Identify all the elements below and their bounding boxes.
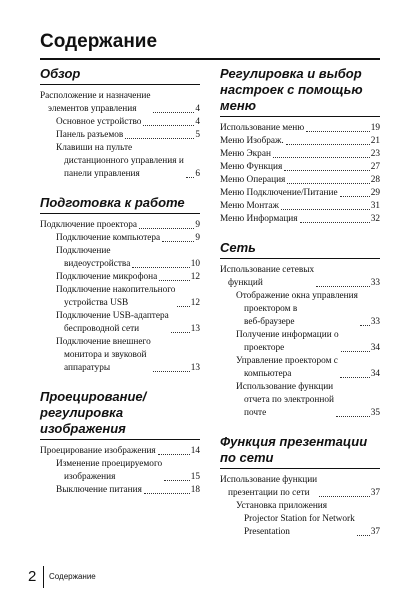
- dot-leader: [125, 138, 194, 139]
- section-title: Проецирование/ регулировка изображения: [40, 389, 200, 440]
- toc-entry-line: Меню Экран: [220, 149, 271, 159]
- toc-entry[interactable]: [40, 245, 200, 271]
- toc-entry[interactable]: [40, 142, 200, 181]
- toc-entry-line: Подключение микрофона: [56, 272, 158, 282]
- toc-page-number: 10: [190, 259, 200, 269]
- toc-entry-line: презентации по сети: [228, 488, 310, 498]
- toc-entry-line: Выключение питания: [56, 485, 142, 495]
- toc-entry[interactable]: [220, 264, 380, 290]
- toc-entry[interactable]: [220, 200, 380, 213]
- toc-section: [40, 195, 200, 375]
- toc-page-number: 33: [370, 317, 380, 327]
- footer-label: Содержание: [49, 572, 96, 581]
- dot-leader: [284, 170, 369, 171]
- toc-entry-line: Подключение: [56, 246, 111, 256]
- toc-column-left: [40, 66, 200, 511]
- toc-entry-text: [220, 200, 279, 213]
- toc-entry-line: Подключение USB-адаптера: [56, 311, 169, 321]
- dot-leader: [281, 209, 370, 210]
- toc-page-number: 37: [370, 488, 380, 498]
- toc-section: [220, 240, 380, 420]
- toc-page-number: 14: [190, 446, 200, 456]
- toc-entry[interactable]: [220, 500, 380, 539]
- toc-entry-line: дистанционного управления и: [64, 156, 184, 166]
- section-title: Регулировка и выбор настроек с помощью меню: [220, 66, 380, 117]
- dot-leader: [340, 377, 370, 378]
- dot-leader: [340, 196, 370, 197]
- toc-entry-line: Меню Операция: [220, 175, 286, 185]
- toc-entry-text: [40, 219, 137, 232]
- toc-entry-line: Подключение проектора: [40, 220, 138, 230]
- dot-leader: [336, 416, 370, 417]
- toc-page-number: 37: [370, 527, 380, 537]
- toc-entry-text: [56, 310, 169, 336]
- dot-leader: [159, 280, 189, 281]
- section-title: Подготовка к работе: [40, 195, 200, 214]
- toc-entry-text: [236, 329, 339, 355]
- toc-entry[interactable]: [40, 90, 200, 116]
- dot-leader: [143, 125, 194, 126]
- toc-entry-text: [56, 142, 184, 181]
- toc-entry-line: изображения: [64, 472, 116, 482]
- section-title: Обзор: [40, 66, 200, 85]
- toc-entry-line: монитора и звуковой: [64, 350, 147, 360]
- dot-leader: [360, 325, 370, 326]
- toc-entry-line: Расположение и назначение: [40, 91, 151, 101]
- toc-entry-line: проекторе: [244, 343, 285, 353]
- toc-entry-text: [236, 381, 334, 420]
- toc-section: [40, 66, 200, 181]
- toc-page-number: 4: [195, 104, 200, 114]
- page-title: Содержание: [40, 31, 158, 52]
- dot-leader: [300, 222, 370, 223]
- toc-entry-line: Клавиши на пульте: [56, 143, 133, 153]
- toc-entry[interactable]: [40, 219, 200, 232]
- toc-entry-line: Основное устройство: [56, 117, 142, 127]
- toc-entry-text: [220, 213, 298, 226]
- dot-leader: [316, 286, 370, 287]
- toc-entry-line: Меню Монтаж: [220, 201, 279, 211]
- toc-entry-line: отчета по электронной: [244, 395, 334, 405]
- toc-entry[interactable]: [220, 161, 380, 174]
- toc-entry-line: беспроводной сети: [64, 324, 140, 334]
- toc-entry-line: Установка приложения: [236, 501, 328, 511]
- toc-entry-text: [220, 148, 271, 161]
- toc-page-number: 13: [190, 363, 200, 373]
- dot-leader: [273, 157, 370, 158]
- toc-entry[interactable]: [40, 484, 200, 497]
- toc-entry-text: [56, 129, 123, 142]
- dot-leader: [153, 371, 190, 372]
- toc-page-number: 6: [195, 169, 200, 179]
- toc-entry[interactable]: [40, 458, 200, 484]
- toc-entry[interactable]: [40, 284, 200, 310]
- toc-entry-line: Projector Station for Network: [244, 514, 355, 524]
- toc-page-number: 21: [370, 136, 380, 146]
- toc-entry-line: Панель разъемов: [56, 130, 124, 140]
- toc-entry[interactable]: [220, 187, 380, 200]
- dot-leader: [153, 112, 195, 113]
- toc-page-number: 5: [195, 130, 200, 140]
- toc-page-number: 19: [370, 123, 380, 133]
- toc-entry-line: Меню Информация: [220, 214, 298, 224]
- toc-entry[interactable]: [40, 445, 200, 458]
- toc-page-number: 34: [370, 369, 380, 379]
- toc-entry-text: [56, 284, 175, 310]
- toc-entry[interactable]: [220, 135, 380, 148]
- dot-leader: [164, 480, 190, 481]
- toc-entry[interactable]: [220, 174, 380, 187]
- footer-divider: [43, 566, 44, 588]
- dot-leader: [287, 183, 369, 184]
- toc-page-number: 13: [190, 324, 200, 334]
- toc-page-number: 12: [190, 272, 200, 282]
- toc-entry[interactable]: [220, 381, 380, 420]
- toc-entry-text: [220, 474, 317, 500]
- toc-page-number: 29: [370, 188, 380, 198]
- toc-entry-text: [220, 161, 282, 174]
- toc-entry-text: [220, 264, 314, 290]
- toc-entry-text: [56, 232, 160, 245]
- dot-leader: [341, 351, 370, 352]
- toc-entry-line: Меню Функция: [220, 162, 283, 172]
- toc-page-number: 9: [195, 220, 200, 230]
- toc-entry-line: Подключение внешнего: [56, 337, 151, 347]
- dot-leader: [286, 144, 370, 145]
- toc-entry-line: устройства USB: [64, 298, 129, 308]
- toc-page-number: 18: [190, 485, 200, 495]
- toc-entry[interactable]: [40, 310, 200, 336]
- toc-entry-text: [56, 458, 162, 484]
- toc-entry[interactable]: [220, 290, 380, 329]
- footer-page-number: 2: [28, 568, 37, 585]
- toc-page-number: 12: [190, 298, 200, 308]
- toc-entry-text: [56, 245, 130, 271]
- dot-leader: [144, 493, 190, 494]
- dot-leader: [158, 454, 190, 455]
- toc-entry-text: [236, 355, 338, 381]
- toc-entry-line: Использование сетевых: [220, 265, 315, 275]
- dot-leader: [186, 177, 195, 178]
- section-title: Сеть: [220, 240, 380, 259]
- toc-entry[interactable]: [40, 232, 200, 245]
- toc-entry-line: Подключение накопительного: [56, 285, 176, 295]
- toc-entry-text: [56, 271, 157, 284]
- toc-entry-text: [56, 116, 141, 129]
- toc-entry[interactable]: [40, 271, 200, 284]
- toc-entry[interactable]: [220, 474, 380, 500]
- toc-entry-line: панели управления: [64, 169, 140, 179]
- toc-page-number: 35: [370, 408, 380, 418]
- dot-leader: [177, 306, 189, 307]
- toc-entry-line: Изменение проецируемого: [56, 459, 163, 469]
- toc-entry-line: видеоустройства: [64, 259, 131, 269]
- toc-column-right: [220, 66, 380, 553]
- toc-entry-line: веб-браузере: [244, 317, 295, 327]
- section-title: Функция презентации по сети: [220, 434, 380, 469]
- toc-entry[interactable]: [40, 116, 200, 129]
- toc-page-number: 9: [195, 233, 200, 243]
- toc-entry-text: [40, 90, 151, 116]
- toc-page-number: 15: [190, 472, 200, 482]
- toc-entry[interactable]: [40, 129, 200, 142]
- toc-entry-line: Использование функции: [236, 382, 334, 392]
- dot-leader: [319, 496, 370, 497]
- toc-section: [220, 66, 380, 226]
- toc-entry-line: проектором в: [244, 304, 298, 314]
- toc-page-number: 34: [370, 343, 380, 353]
- toc-entry-line: компьютера: [244, 369, 292, 379]
- dot-leader: [171, 332, 190, 333]
- toc-page-number: 23: [370, 149, 380, 159]
- toc-section: [220, 434, 380, 539]
- toc-entry-line: Получение информации о: [236, 330, 339, 340]
- toc-page-number: 33: [370, 278, 380, 288]
- toc-page-number: 4: [195, 117, 200, 127]
- toc-entry[interactable]: [220, 355, 380, 381]
- toc-entry-text: [236, 290, 358, 329]
- toc-entry-text: [220, 135, 284, 148]
- toc-entry-line: Проецирование изображения: [40, 446, 156, 456]
- toc-page-number: 32: [370, 214, 380, 224]
- toc-entry-line: Presentation: [244, 527, 290, 537]
- toc-page-number: 27: [370, 162, 380, 172]
- toc-entry-text: [236, 500, 355, 539]
- dot-leader: [357, 535, 370, 536]
- toc-page-number: 28: [370, 175, 380, 185]
- toc-entry-text: [220, 187, 338, 200]
- toc-entry[interactable]: [220, 329, 380, 355]
- dot-leader: [306, 131, 369, 132]
- toc-entry-line: почте: [244, 408, 267, 418]
- toc-entry-line: Использование меню: [220, 123, 305, 133]
- toc-entry-line: аппаратуры: [64, 363, 111, 373]
- dot-leader: [139, 228, 194, 229]
- toc-entry-line: Меню Подключение/Питание: [220, 188, 338, 198]
- toc-entry-line: элементов управления: [48, 104, 137, 114]
- dot-leader: [162, 241, 194, 242]
- toc-entry-line: Использование функции: [220, 475, 318, 485]
- toc-entry-line: функций: [228, 278, 263, 288]
- toc-entry[interactable]: [220, 122, 380, 135]
- toc-entry-text: [56, 484, 142, 497]
- toc-entry-line: Подключение компьютера: [56, 233, 161, 243]
- toc-entry[interactable]: [220, 213, 380, 226]
- toc-section: [40, 389, 200, 497]
- toc-entry-text: [220, 122, 304, 135]
- toc-page-number: 31: [370, 201, 380, 211]
- toc-entry-line: Отображение окна управления: [236, 291, 358, 301]
- toc-entry[interactable]: [40, 336, 200, 375]
- toc-entry-text: [220, 174, 285, 187]
- dot-leader: [132, 267, 189, 268]
- toc-entry-line: Управление проектором с: [236, 356, 338, 366]
- toc-entry-text: [40, 445, 156, 458]
- toc-entry[interactable]: [220, 148, 380, 161]
- title-rule: [40, 58, 380, 60]
- toc-entry-line: Меню Изображ.: [220, 136, 284, 146]
- toc-entry-text: [56, 336, 151, 375]
